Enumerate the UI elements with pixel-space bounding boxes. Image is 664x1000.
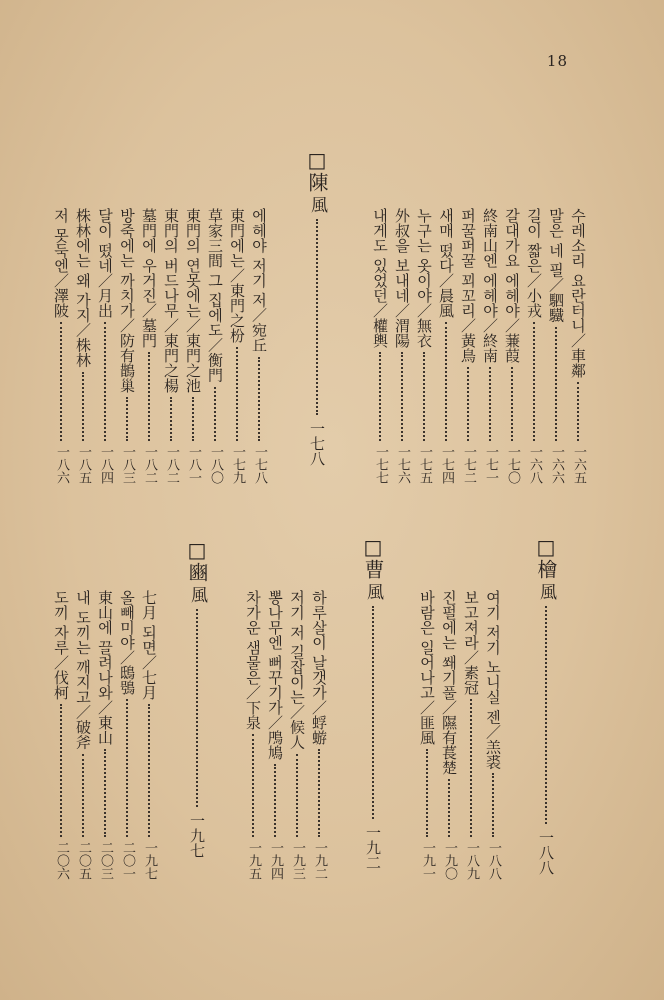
entry-title: 새매 떴다／晨風	[437, 208, 455, 318]
leader-dots	[467, 367, 469, 441]
entry-title: 퍼꿀퍼꿀 꾀꼬리／黃鳥	[459, 208, 477, 363]
leader-dots	[170, 397, 172, 441]
entry-title: 墓門에 우거진／墓門	[140, 208, 158, 348]
leader-dots	[511, 367, 513, 441]
entry-title: 올빼미야／鴟鴞	[118, 590, 136, 695]
entry-title: 길이 짧은／小戎	[525, 208, 543, 318]
entry-title: 草家三間 그 집에도／衡門	[206, 208, 224, 383]
entry-title: 東門에는／東門之枌	[228, 208, 246, 343]
entry-title: 東山에 끌려나와／東山	[96, 590, 114, 745]
entry-title: 하루살이 날갯가／蜉蝣	[310, 590, 328, 745]
entry-title: 저 못둑엔／澤陂	[52, 208, 70, 318]
toc-entry[interactable]	[94, 590, 116, 880]
leader-dots	[196, 609, 198, 807]
entry-page: 一九五	[246, 841, 261, 880]
toc-entry[interactable]	[482, 590, 504, 880]
section-page: 一九七	[188, 813, 206, 858]
leader-dots	[60, 704, 62, 837]
toc-entry[interactable]	[369, 208, 391, 484]
toc-entry[interactable]	[116, 590, 138, 880]
leader-dots	[252, 734, 254, 837]
entry-page: 二〇五	[76, 841, 91, 880]
toc-entry[interactable]	[457, 208, 479, 484]
toc-entry[interactable]	[182, 208, 204, 484]
leader-dots	[555, 327, 557, 441]
toc-entry[interactable]	[50, 590, 72, 880]
entry-title: 보고져라／素冠	[462, 590, 480, 695]
leader-dots	[448, 779, 450, 837]
leader-dots	[192, 397, 194, 441]
entry-page: 二〇三	[98, 841, 113, 880]
section-chapter: 風	[536, 583, 556, 600]
entry-page: 一八〇	[208, 445, 223, 484]
leader-dots	[426, 749, 428, 837]
entry-title: 여기 저기 노니실 젠／羔裘	[484, 590, 502, 770]
toc-entry[interactable]	[160, 208, 182, 484]
leader-dots	[318, 749, 320, 837]
leader-dots	[492, 773, 494, 837]
section-name: □豳	[185, 538, 209, 582]
entry-page: 一七八	[252, 445, 267, 484]
entry-title: 外叔을 보내네／渭陽	[393, 208, 411, 348]
section-heading-hoe[interactable]	[533, 535, 559, 875]
leader-dots	[104, 322, 106, 441]
section-name: □曹	[361, 535, 385, 579]
leader-dots	[82, 754, 84, 837]
section-heading-jo[interactable]	[360, 535, 386, 870]
entry-page: 一九一	[420, 841, 435, 880]
section-page: 一九二	[364, 825, 382, 870]
toc-entry[interactable]	[116, 208, 138, 484]
toc-entry[interactable]	[50, 208, 72, 484]
toc-entry[interactable]	[138, 590, 160, 880]
section-name: □檜	[534, 535, 558, 579]
entry-page: 一九七	[142, 841, 157, 880]
leader-dots	[316, 219, 318, 415]
leader-dots	[236, 347, 238, 441]
entry-title: 말은 네 필／駟驖	[547, 208, 565, 323]
toc-entry[interactable]	[460, 590, 482, 880]
toc-entry[interactable]	[286, 590, 308, 880]
entry-page: 一八五	[76, 445, 91, 484]
entry-title: 수레소리 요란터니／車鄰	[569, 208, 587, 378]
leader-dots	[148, 352, 150, 441]
page-number: 18	[546, 52, 568, 70]
entry-page: 二〇六	[54, 841, 69, 880]
leader-dots	[577, 382, 579, 441]
leader-dots	[82, 372, 84, 441]
entry-page: 一七六	[395, 445, 410, 484]
entry-title: 내 도끼는 깨지고／破斧	[74, 590, 92, 750]
entry-title: 차가운 샘물은／下泉	[244, 590, 262, 730]
leader-dots	[489, 367, 491, 441]
entry-page: 一七五	[417, 445, 432, 484]
leader-dots	[274, 764, 276, 837]
leader-dots	[126, 397, 128, 441]
entry-title: 뽕나무엔 뻐꾸기가／鳲鳩	[266, 590, 284, 760]
leader-dots	[258, 357, 260, 441]
entry-page: 一六六	[549, 445, 564, 484]
toc-entry[interactable]	[523, 208, 545, 484]
toc-entry[interactable]	[479, 208, 501, 484]
section-heading-bin[interactable]	[184, 538, 210, 858]
section-chapter: 風	[307, 196, 327, 213]
entry-title: 진펄에는 쐐기풀／隰有萇楚	[440, 590, 458, 775]
leader-dots	[423, 352, 425, 441]
toc-entry[interactable]	[391, 208, 413, 484]
entry-title: 저기 저 길잡이는／候人	[288, 590, 306, 750]
entry-page: 一八九	[464, 841, 479, 880]
leader-dots	[296, 754, 298, 837]
section-name: □陳	[305, 148, 329, 192]
toc-entry[interactable]	[416, 590, 438, 880]
entry-page: 一八三	[120, 445, 135, 484]
leader-dots	[60, 322, 62, 441]
toc-entry[interactable]	[438, 590, 460, 880]
toc-entry[interactable]	[264, 590, 286, 880]
toc-entry[interactable]	[308, 590, 330, 880]
entry-page: 一九三	[290, 841, 305, 880]
section-chapter: 風	[363, 583, 383, 600]
leader-dots	[214, 387, 216, 441]
leader-dots	[445, 322, 447, 441]
entry-page: 一六八	[527, 445, 542, 484]
section-page: 一八八	[537, 830, 555, 875]
leader-dots	[545, 606, 547, 824]
entry-page: 一七一	[483, 445, 498, 484]
entry-title: 終南山엔 에헤야／終南	[481, 208, 499, 363]
entry-title: 株林에는 왜 가지／株林	[74, 208, 92, 368]
leader-dots	[401, 352, 403, 441]
leader-dots	[379, 352, 381, 441]
entry-page: 一八二	[142, 445, 157, 484]
entry-title: 도끼 자루／伐柯	[52, 590, 70, 700]
entry-page: 一九四	[268, 841, 283, 880]
toc-entry[interactable]	[72, 208, 94, 484]
entry-page: 一八二	[164, 445, 179, 484]
leader-dots	[148, 704, 150, 837]
leader-dots	[533, 322, 535, 441]
leader-dots	[372, 606, 374, 819]
toc-entry[interactable]	[545, 208, 567, 484]
entry-page: 一七二	[461, 445, 476, 484]
entry-title: 東門의 연못에는／東門之池	[184, 208, 202, 393]
leader-dots	[470, 699, 472, 837]
section-page: 一七八	[308, 421, 326, 466]
entry-page: 一八一	[186, 445, 201, 484]
toc-entry[interactable]	[413, 208, 435, 484]
entry-page: 一八六	[54, 445, 69, 484]
entry-title: 七月 되면／七月	[140, 590, 158, 700]
entry-title: 방죽에는 까치가／防有鵲巢	[118, 208, 136, 393]
section-chapter: 風	[187, 586, 207, 603]
toc-entry[interactable]	[435, 208, 457, 484]
entry-page: 一七四	[439, 445, 454, 484]
toc-entry[interactable]	[204, 208, 226, 484]
entry-page: 二〇一	[120, 841, 135, 880]
entry-page: 一八八	[486, 841, 501, 880]
leader-dots	[126, 699, 128, 837]
toc-entry[interactable]	[501, 208, 523, 484]
entry-page: 一六五	[571, 445, 586, 484]
entry-page: 一八四	[98, 445, 113, 484]
entry-title: 바람은 일어나고／匪風	[418, 590, 436, 745]
entry-title: 달이 떴네／月出	[96, 208, 114, 318]
entry-page: 一七九	[230, 445, 245, 484]
entry-page: 一七七	[373, 445, 388, 484]
toc-entry[interactable]	[567, 208, 589, 484]
entry-page: 一七〇	[505, 445, 520, 484]
entry-page: 一九〇	[442, 841, 457, 880]
entry-title: 東門의 버드나무／東門之楊	[162, 208, 180, 393]
entry-title: 갈대가요 에헤야／蒹葭	[503, 208, 521, 363]
section-heading-chen[interactable]	[304, 148, 330, 466]
entry-page: 一九二	[312, 841, 327, 880]
leader-dots	[104, 749, 106, 837]
entry-title: 내게도 있었던／權輿	[371, 208, 389, 348]
entry-title: 에헤야 저기 저／宛丘	[250, 208, 268, 353]
toc-entry[interactable]	[138, 208, 160, 484]
entry-title: 누구는 옷이야／無衣	[415, 208, 433, 348]
toc-entry[interactable]	[94, 208, 116, 484]
toc-entry[interactable]	[242, 590, 264, 880]
toc-entry[interactable]	[248, 208, 270, 484]
toc-entry[interactable]	[72, 590, 94, 880]
toc-entry[interactable]	[226, 208, 248, 484]
